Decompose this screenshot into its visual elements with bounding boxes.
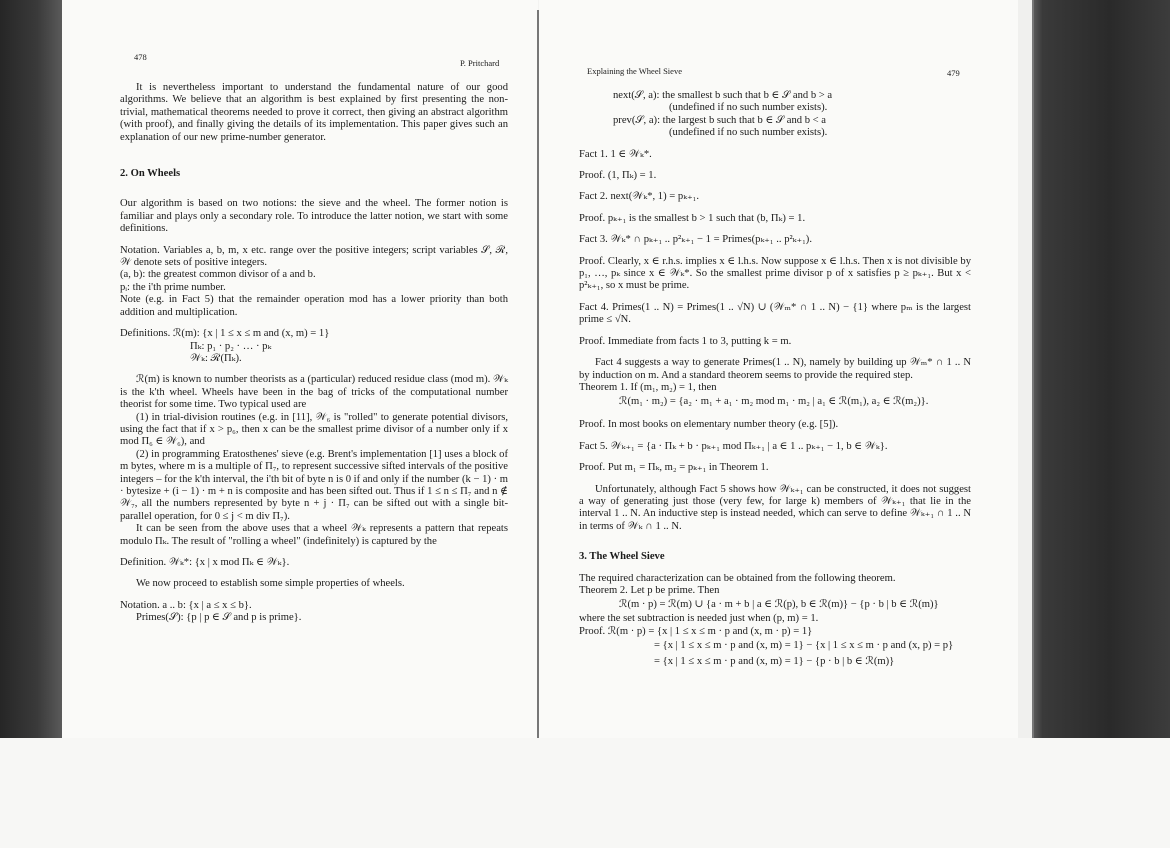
paragraph-trial-division: (1) in trial-division routines (e.g. in [11], 𝒲₆ is "rolled" to generate potential divisors, using the fact that if x > p₆, then x can be the smallest prime divisor of a number only if x mod Π₆ ∈ 𝒲₆), and: [120, 411, 508, 448]
fact-4: Fact 4. Primes(1 .. N) = Primes(1 .. √N) ∪ (𝒲ₘ* ∩ 1 .. N) − {1} where pₘ is the largest prime ≤ √N.: [579, 301, 971, 326]
fact-2: Fact 2. next(𝒲ₖ*, 1) = pₖ₊₁.: [579, 191, 699, 203]
prev-undefined: (undefined if no such number exists).: [669, 127, 828, 139]
theorem-1-equation: ℛ(m₁ · m₂) = {a₂ · m₁ + a₁ · m₂ mod m₁ · m₂ | a₁ ∈ ℛ(m₁), a₂ ∈ ℛ(m₂)}.: [619, 396, 929, 408]
notation-variables: Notation. Variables a, b, m, x etc. range over the positive integers; script variables 𝒮, ℛ, 𝒲 denote sets of positive integers.: [120, 244, 508, 269]
page-number-right: 479: [947, 68, 960, 78]
scan-shadow-left: [0, 0, 62, 848]
proof-theorem-2-line-2: = {x | 1 ≤ x ≤ m · p and (x, m) = 1} − {x | 1 ≤ x ≤ m · p and (x, p) = p}: [654, 640, 954, 652]
section-title-on-wheels: 2. On Wheels: [120, 168, 181, 180]
next-definition: next(𝒮, a): the smallest b such that b ∈ 𝒮 and b > a: [613, 90, 833, 101]
fact-5: Fact 5. 𝒲ₖ₊₁ = {a · Πₖ + b · pₖ₊₁ mod Πₖ₊₁ | a ∈ 1 .. pₖ₊₁ − 1, b ∈ 𝒲ₖ}.: [579, 440, 888, 452]
proof-fact-5: Proof. Put m₁ = Πₖ, m₂ = pₖ₊₁ in Theorem 1.: [579, 462, 769, 474]
scan-shadow-right: [1020, 0, 1170, 740]
paragraph-fact-4: Fact 4 suggests a way to generate Primes(1 .. N), namely by building up 𝒲ₘ* ∩ 1 .. N by induction on m. And a standard theorem seems to provide the required step.: [579, 357, 971, 381]
intro-paragraph: It is nevertheless important to understand the fundamental nature of our good algorithms. We believe that an algorithm is best explained by first presenting the non-trivial, mathematical theorems needed to prove it correct, then giving an abstract algorithm (with proof), and finally giving the details of its implementation. This paper gives such an explanation of our new prime-number generator.: [120, 82, 508, 143]
definition-r-m: Definitions. ℛ(m): {x | 1 ≤ x ≤ m and (x, m) = 1}: [120, 328, 330, 340]
paragraph-properties: We now proceed to establish some simple properties of wheels.: [136, 578, 405, 590]
prev-definition: prev(𝒮, a): the largest b such that b ∈ 𝒮 and b < a: [613, 114, 826, 126]
proof-fact-2: Proof. pₖ₊₁ is the smallest b > 1 such that (b, Πₖ) = 1.: [579, 212, 806, 224]
mod-priority-note: Note (e.g. in Fact 5) that the remainder operation mod has a lower priority than both addition and multiplication.: [120, 294, 508, 318]
set-subtraction-note: where the set subtraction is needed just when (p, m) = 1.: [579, 613, 819, 625]
proof-theorem-1: Proof. In most books on elementary number theory (e.g. [5]).: [579, 419, 839, 431]
section-title-wheel-sieve: 3. The Wheel Sieve: [579, 551, 665, 563]
theorem-2-equation: ℛ(m · p) = ℛ(m) ∪ {a · m + b | a ∈ ℛ(p), b ∈ ℛ(m)} − {p · b | b ∈ ℛ(m)}: [619, 599, 939, 611]
proof-fact-4: Proof. Immediate from facts 1 to 3, putting k = m.: [579, 335, 792, 347]
paragraph-eratosthenes: (2) in programming Eratosthenes' sieve (e.g. Brent's implementation [1] uses a block of m bytes, where m is a multiple of Π₇, to represent successive sifted intervals of the positive integers – for the k'th interval, the i'th bit of byte n is 0 if and only if the number (k − 1) · m · bytesize + (i − 1) · m + n is composite and has been sifted out. Thus if 1 ≤ n ≤ Π₇ and n ∉ 𝒲₇, all the numbers represented by byte n + j · Π₇ can be sifted out with a single bit-parallel operation, for 0 ≤ j < m div Π₇).: [120, 448, 508, 522]
gcd-definition: (a, b): the greatest common divisor of a and b.: [120, 269, 316, 281]
definition-pi-k: Πₖ: p₁ · p₂ · … · pₖ: [190, 340, 272, 352]
theorem-2: Theorem 2. Let p be prime. Then: [579, 584, 720, 596]
fact-1: Fact 1. 1 ∈ 𝒲ₖ*.: [579, 148, 652, 160]
prime-definition: pᵢ: the i'th prime number.: [120, 281, 226, 293]
proof-theorem-2-line-3: = {x | 1 ≤ x ≤ m · p and (x, m) = 1} − {p · b | b ∈ ℛ(m)}: [654, 656, 895, 668]
right-column: [579, 90, 971, 670]
running-head-left: P. Pritchard: [460, 58, 500, 68]
paragraph-reduced-residue: ℛ(m) is known to number theorists as a (particular) reduced residue class (mod m). 𝒲ₖ is the k'th wheel. Wheels have been in the bag of tricks of the computational number theorist for some time. Two typical used are: [120, 374, 508, 411]
left-page: [62, 0, 538, 738]
page-number-left: 478: [134, 52, 147, 62]
definition-wheel-star: Definition. 𝒲ₖ*: {x | x mod Πₖ ∈ 𝒲ₖ}.: [120, 557, 290, 568]
scan-background-bottom: [0, 738, 1170, 848]
proof-fact-3: Proof. Clearly, x ∈ r.h.s. implies x ∈ l.h.s. Now suppose x ∈ l.h.s. Then x is not divisible by p₁, …, pₖ since x ∈ 𝒲ₖ*. So the smallest prime divisor p of x satisfies p ≥ pₖ₊₁. But x < p²ₖ₊₁, so x must be prime.: [579, 255, 971, 292]
running-head-right: Explaining the Wheel Sieve: [587, 66, 682, 76]
paragraph-unfortunately: Unfortunately, although Fact 5 shows how 𝒲ₖ₊₁ can be constructed, it does not suggest a way of generating just those (very few, for large k) members of 𝒲ₖ₊₁ that lie in the interval 1 .. N. An inductive step is instead needed, which can serve to define 𝒲ₖ₊₁ ∩ 1 .. N in terms of 𝒲ₖ ∩ 1 .. N.: [579, 483, 971, 532]
paragraph-two-notions: Our algorithm is based on two notions: the sieve and the wheel. The former notion is familiar and plays only a secondary role. To introduce the latter notion, we start with some definitions.: [120, 198, 508, 235]
right-page: [539, 0, 1019, 738]
fact-3: Fact 3. 𝒲ₖ* ∩ pₖ₊₁ .. p²ₖ₊₁ − 1 = Primes(pₖ₊₁ .. p²ₖ₊₁).: [579, 234, 812, 246]
definition-wheel-k: 𝒲ₖ: ℛ(Πₖ).: [190, 352, 242, 364]
theorem-1: Theorem 1. If (m₁, m₂) = 1, then: [579, 381, 717, 393]
paragraph-characterization: The required characterization can be obtained from the following theorem.: [579, 572, 896, 584]
notation-interval: Notation. a .. b: {x | a ≤ x ≤ b}.: [120, 599, 252, 611]
proof-fact-1: Proof. (1, Πₖ) = 1.: [579, 170, 657, 182]
page-edge-right: [1018, 0, 1034, 740]
proof-theorem-2-line-1: Proof. ℛ(m · p) = {x | 1 ≤ x ≤ m · p and (x, m · p) = 1}: [579, 625, 813, 637]
definition-primes: Primes(𝒮): {p | p ∈ 𝒮 and p is prime}.: [136, 612, 302, 624]
next-undefined: (undefined if no such number exists).: [669, 102, 828, 114]
paragraph-rolling-wheel: It can be seen from the above uses that a wheel 𝒲ₖ represents a pattern that repeats modulo Πₖ. The result of "rolling a wheel" (indefinitely) is captured by the: [120, 523, 508, 547]
left-column: [120, 82, 508, 625]
